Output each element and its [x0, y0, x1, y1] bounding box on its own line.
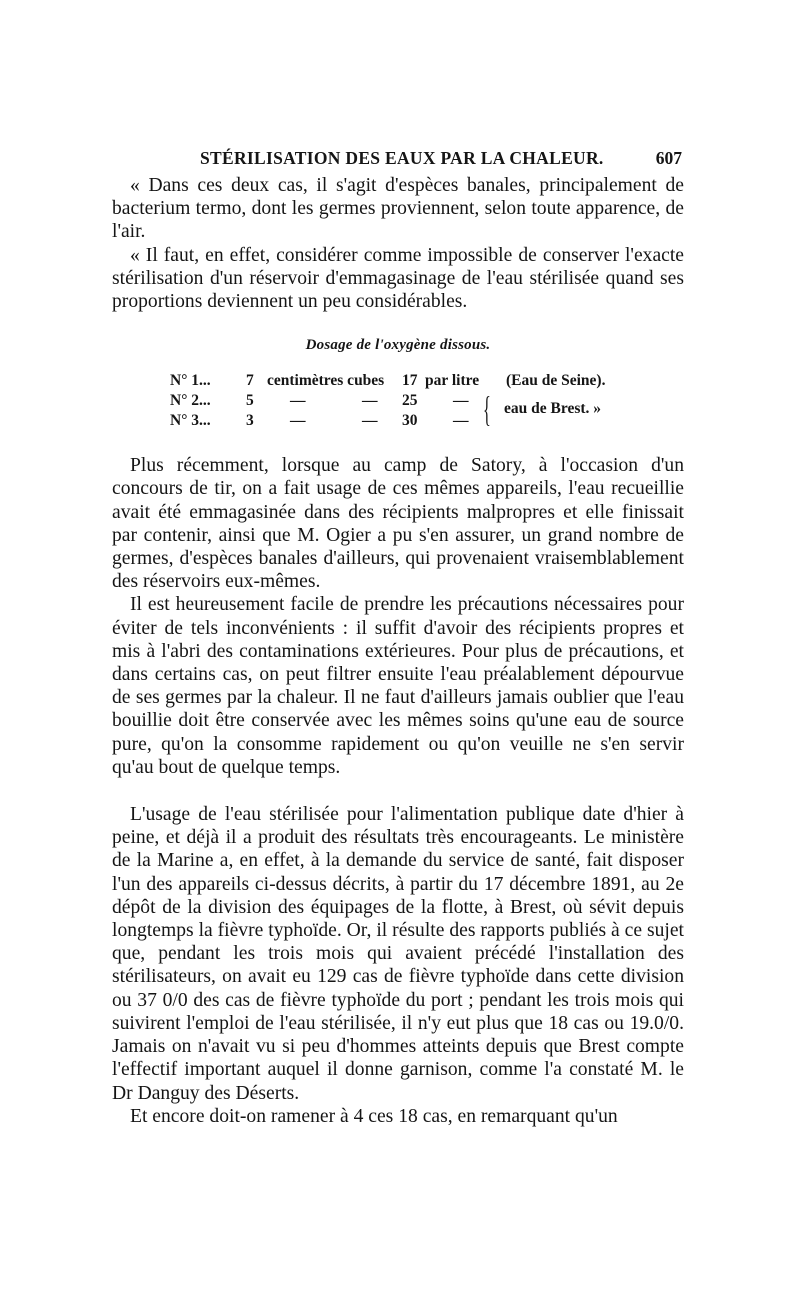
paragraph: Il est heureusement facile de prendre les précautions nécessaires pour éviter de tels inconvénients : il suffit d'avoir des récipients propres et mis à l'abri des contaminations extérieures. Pour plus de précautions, et dans certains cas, on peut filtrer ensuite l'eau préalablement dépourvue de ses germes par la chaleur. Il ne faut d'ailleurs jamais oublier que l'eau bouillie doit être conservée avec les mêmes soins qu'une eau de source pure, qu'on la consomme rapidement ou qu'on veuille ne s'en servir qu'au bout de quelque temps. [112, 594, 684, 778]
ditto-dash: — [290, 392, 306, 410]
running-title: STÉRILISATION DES EAUX PAR LA CHALEUR. [200, 148, 604, 168]
row-number: N° 1... [170, 372, 211, 390]
row-quantity: 3 [246, 412, 254, 430]
row-quantity: 5 [246, 392, 254, 410]
oxygen-table [112, 372, 684, 434]
paragraph: Plus récemment, lorsque au camp de Satory, à l'occasion d'un concours de tir, on a fait usage de ces mêmes appareils, l'eau recueillie avait été emmagasinée dans des récipients malpropres et elle finissait par contenir, ainsi que M. Ogier a pu s'en assurer, un grand nombre de germes, d'espèces banales d'ailleurs, qui provenaient vraisemblablement des réservoirs eux-mêmes. [112, 455, 684, 593]
row-value: 30 [402, 412, 418, 430]
row-quantity: 7 [246, 372, 254, 390]
row-per: par litre [425, 372, 480, 390]
paragraph: Et encore doit-on ramener à 4 ces 18 cas, en remarquant qu'un [130, 1105, 618, 1127]
paragraph: « Dans ces deux cas, il s'agit d'espèces banales, principalement de bacterium termo, dont les germes proviennent, selon toute apparence, de l'air. [112, 175, 684, 243]
ditto-dash: — [362, 412, 378, 430]
row-number: N° 2... [170, 392, 211, 410]
row-unit: centimètres cubes [267, 372, 385, 390]
table-row [112, 372, 684, 392]
section-gap [112, 779, 684, 803]
brace: { [483, 389, 491, 430]
page-number: 607 [655, 148, 682, 168]
row-value: 17 [402, 372, 418, 390]
ditto-dash: — [453, 412, 469, 430]
row-value: 25 [402, 392, 418, 410]
paragraph: L'usage de l'eau stérilisée pour l'alimentation publique date d'hier à peine, et déjà il a produit des résultats très encourageants. Le ministère de la Marine a, en effet, à la demande du service de santé, fait disposer l'un des appareils ci-dessus décrits, à partir du 17 décembre 1891, au 2e dépôt de la division des équipages de la flotte, à Brest, où sévit depuis longtemps la fièvre typhoïde. Or, il résulte des rapports publiés à ce sujet que, pendant les trois mois qui avaient précédé l'installation des stérilisateurs, on avait eu 129 cas de fièvre typhoïde dans cette division ou 37 0/0 des cas de fièvre typhoïde du port ; pendant les trois mois qui suivirent l'emploi de l'eau stérilisée, il n'y eut plus que 18 cas ou 19.0/0. Jamais on n'avait vu si peu d'hommes atteints depuis que Brest compte l'effectif important auquel il donne garnison, comme l'a constaté M. le Dr Danguy des Déserts. [112, 804, 684, 1104]
row-note: (Eau de Seine). [506, 372, 606, 390]
table-title: Dosage de l'oxygène dissous. [305, 337, 491, 354]
ditto-dash: — [290, 412, 306, 430]
book-page [112, 140, 684, 1128]
running-head [112, 140, 684, 174]
shared-note: eau de Brest. » [504, 400, 602, 418]
ditto-dash: — [362, 392, 378, 410]
ditto-dash: — [453, 392, 469, 410]
paragraph: « Il faut, en effet, considérer comme impossible de conserver l'exacte stérilisation d'un réservoir d'emmagasinage de l'eau stérilisée quand ses proportions deviennent un peu considérables. [112, 244, 684, 313]
row-number: N° 3... [170, 412, 211, 430]
